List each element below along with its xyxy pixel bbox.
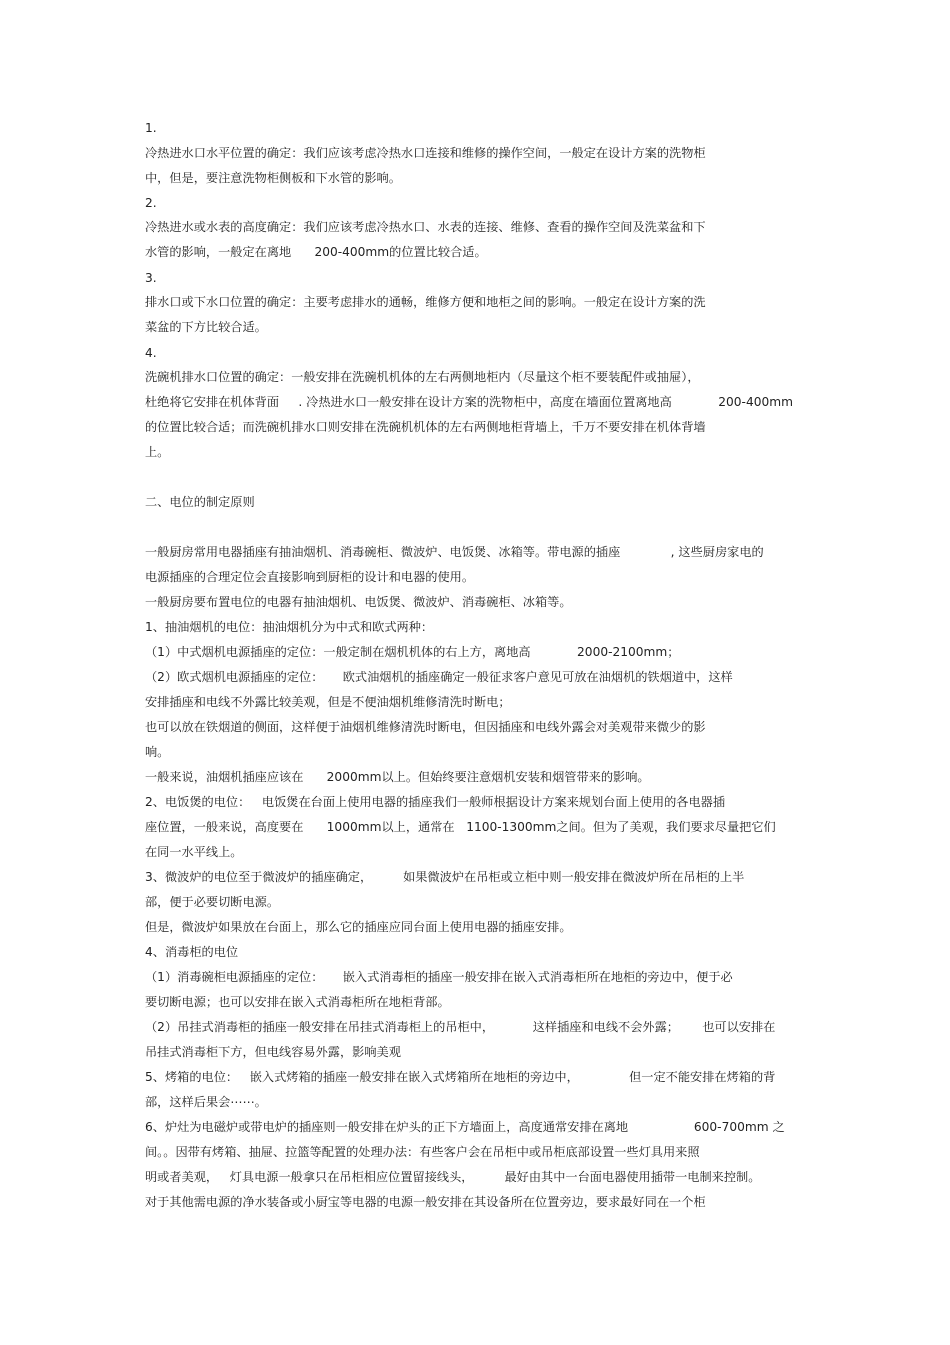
text-line: （1）中式烟机电源插座的定位：一般定制在烟机机体的右上方，离地高 2000-2100mm；	[145, 645, 680, 659]
text-line: 部，这样后果会⋯⋯。	[145, 1095, 267, 1109]
text-line: 明或者美观， 灯具电源一般拿只在吊柜相应位置留接线头， 最好由其中一台面电器使用插带一电制来控制。	[145, 1170, 761, 1184]
text-line: 杜绝将它安排在机体背面 . 冷热进水口一般安排在设计方案的洗物柜中，高度在墙面位置离地高 200-400mm	[145, 395, 793, 409]
text-line: （1）消毒碗柜电源插座的定位： 嵌入式消毒柜的插座一般安排在嵌入式消毒柜所在地柜的旁边中，便于必	[145, 970, 733, 984]
text-line: 2.	[145, 196, 157, 210]
text-line: 3.	[145, 271, 157, 285]
text-line: 对于其他需电源的净水装备或小厨宝等电器的电源一般安排在其设备所在位置旁边，要求最好同在一个柜	[145, 1195, 706, 1209]
text-line: 冷热进水或水表的高度确定：我们应该考虑冷热水口、水表的连接、维修、查看的操作空间及洗菜盆和下	[145, 220, 706, 234]
text-line: 一般厨房要布置电位的电器有抽油烟机、电饭煲、微波炉、消毒碗柜、冰箱等。	[145, 595, 572, 609]
text-line: 吊挂式消毒柜下方，但电线容易外露，影响美观	[145, 1045, 401, 1059]
text-line: 中，但是，要注意洗物柜侧板和下水管的影响。	[145, 171, 401, 185]
text-line: 洗碗机排水口位置的确定：一般安排在洗碗机机体的左右两侧地柜内（尽量这个柜不要装配件或抽屉），	[145, 370, 700, 384]
text-line: 安排插座和电线不外露比较美观，但是不便油烟机维修清洗时断电；	[145, 695, 511, 709]
text-line: 间。。因带有烤箱、抽屉、拉篮等配置的处理办法：有些客户会在吊柜中或吊柜底部设置一些灯具用来照	[145, 1145, 700, 1159]
section-heading: 二、电位的制定原则	[145, 495, 255, 509]
text-line: 水管的影响，一般定在离地 200-400mm的位置比较合适。	[145, 245, 487, 259]
text-line: 部，便于必要切断电源。	[145, 895, 280, 909]
text-line: 4、消毒柜的电位	[145, 945, 239, 959]
text-line: 2、电饭煲的电位： 电饭煲在台面上使用电器的插座我们一般师根据设计方案来规划台面上使用的各电器插	[145, 795, 726, 809]
text-line: 也可以放在铁烟道的侧面，这样便于油烟机维修清洗时断电，但因插座和电线外露会对美观带来微少的影	[145, 720, 706, 734]
text-line: 上。	[145, 445, 170, 459]
text-line: 冷热进水口水平位置的确定：我们应该考虑冷热水口连接和维修的操作空间，一般定在设计方案的洗物柜	[145, 146, 706, 160]
text-line: 排水口或下水口位置的确定：主要考虑排水的通畅，维修方便和地柜之间的影响。一般定在设计方案的洗	[145, 295, 706, 309]
text-line: 要切断电源；也可以安排在嵌入式消毒柜所在地柜背部。	[145, 995, 450, 1009]
text-line: 响。	[145, 745, 170, 759]
text-line: 5、烤箱的电位： 嵌入式烤箱的插座一般安排在嵌入式烤箱所在地柜的旁边中， 但一定不能安排在烤箱的背	[145, 1070, 776, 1084]
text-line: 在同一水平线上。	[145, 845, 243, 859]
text-line: 4.	[145, 346, 157, 360]
text-line: 但是，微波炉如果放在台面上，那么它的插座应同台面上使用电器的插座安排。	[145, 920, 572, 934]
text-line: 一般来说，油烟机插座应该在 2000mm以上。但始终要注意烟机安装和烟管带来的影响。	[145, 770, 650, 784]
text-line: （2）欧式烟机电源插座的定位： 欧式油烟机的插座确定一般征求客户意见可放在油烟机的铁烟道中，这样	[145, 670, 733, 684]
text-line: 6、炉灶为电磁炉或带电炉的插座则一般安排在炉头的正下方墙面上，高度通常安排在离地 600-700mm 之	[145, 1120, 785, 1134]
text-line: 1.	[145, 121, 157, 135]
text-line: （2）吊挂式消毒柜的插座一般安排在吊挂式消毒柜上的吊柜中， 这样插座和电线不会外露； 也可以安排在	[145, 1020, 776, 1034]
text-line: 一般厨房常用电器插座有抽油烟机、消毒碗柜、微波炉、电饭煲、冰箱等。带电源的插座 , 这些厨房家电的	[145, 545, 764, 559]
text-line: 的位置比较合适；而洗碗机排水口则安排在洗碗机机体的左右两侧地柜背墙上，千万不要安排在机体背墙	[145, 420, 706, 434]
text-line: 菜盆的下方比较合适。	[145, 320, 267, 334]
text-line: 3、微波炉的电位至于微波炉的插座确定， 如果微波炉在吊柜或立柜中则一般安排在微波炉所在吊柜的上半	[145, 870, 745, 884]
text-line: 座位置，一般来说，高度要在 1000mm以上，通常在 1100-1300mm之间。但为了美观，我们要求尽量把它们	[145, 820, 776, 834]
text-line: 1、抽油烟机的电位：抽油烟机分为中式和欧式两种：	[145, 620, 434, 634]
text-line: 电源插座的合理定位会直接影响到厨柜的设计和电器的使用。	[145, 570, 475, 584]
